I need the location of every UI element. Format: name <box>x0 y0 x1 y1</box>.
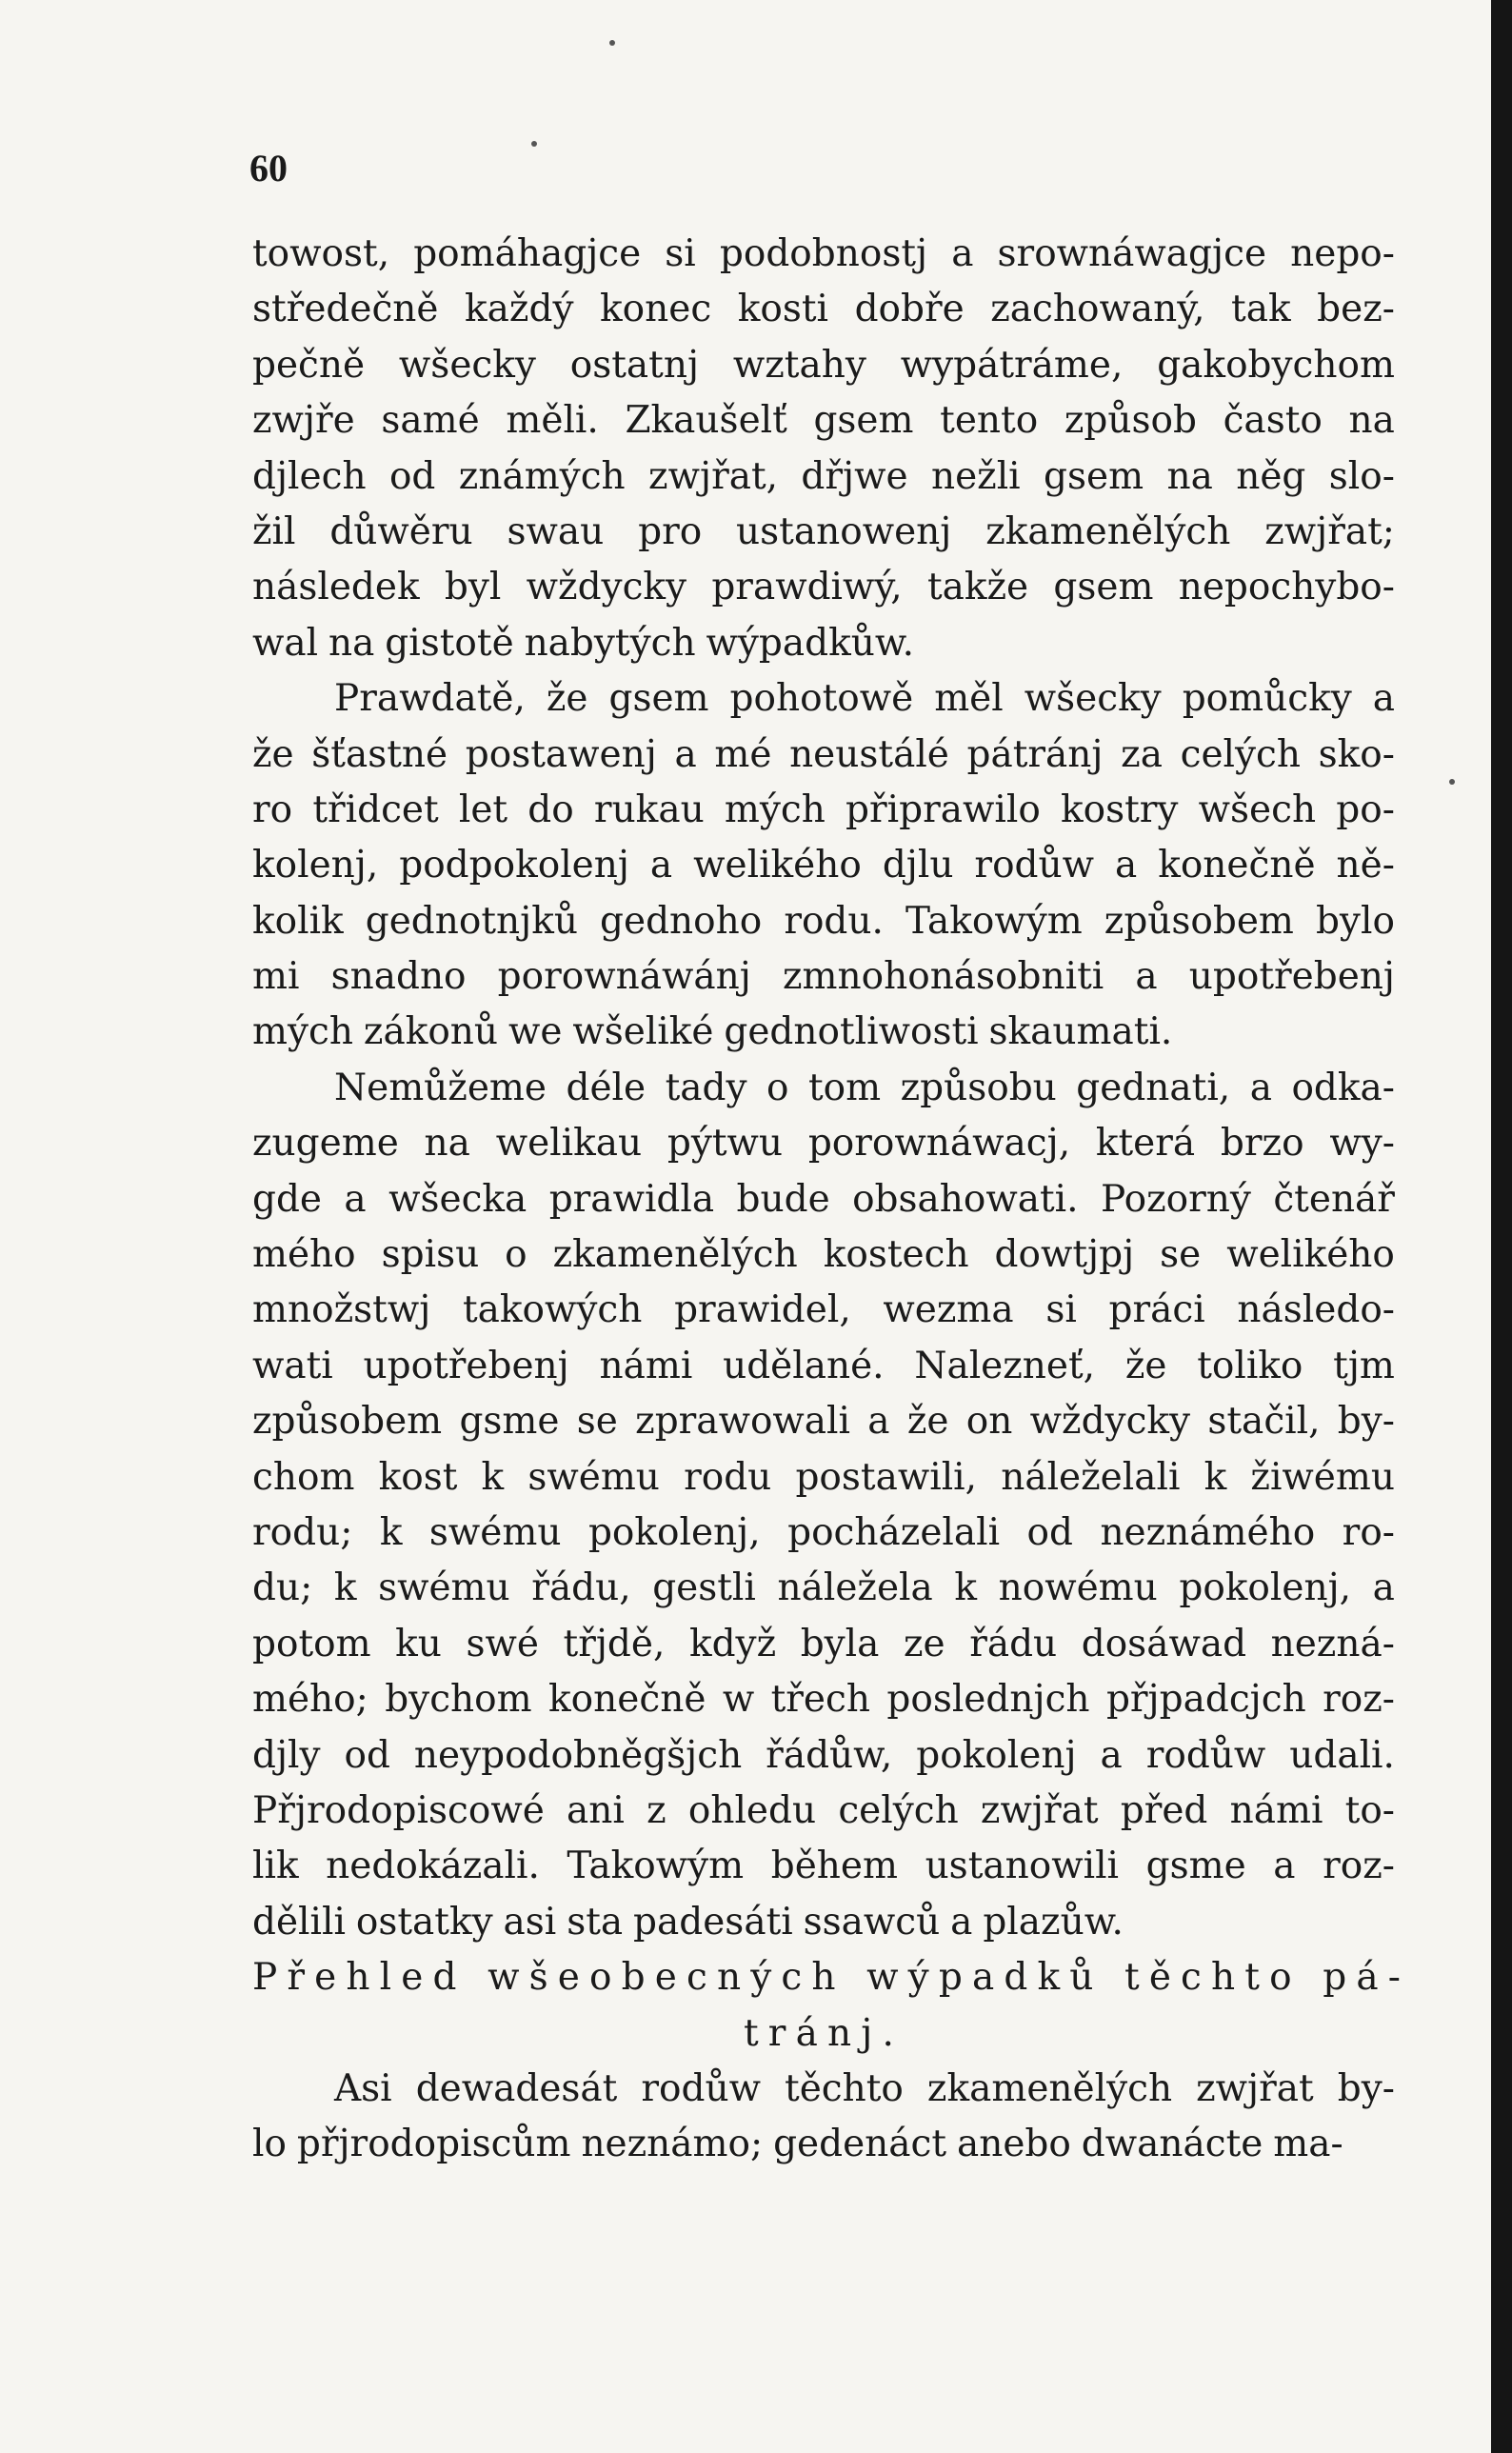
text-line: wal na gistotě nabytých wýpadkůw. <box>252 621 915 665</box>
text-line: množstwj takowých prawidel, wezma si práci následo- <box>252 1288 1395 1332</box>
text-line: rodu; k swému pokolenj, pocházelali od neznámého ro- <box>252 1510 1395 1554</box>
text-line: mého spisu o zkamenělých kostech dowtjpj se welikého <box>252 1233 1395 1277</box>
text-line: následek byl wždycky prawdiwý, takže gsem nepochybo- <box>252 566 1395 609</box>
text-line: Asi dewadesát rodůw těchto zkamenělých zwjřat by- <box>334 2066 1395 2110</box>
text-line: Prawdatě, že gsem pohotowě měl wšecky pomůcky a <box>334 677 1395 721</box>
text-line: že šťastné postawenj a mé neustálé pátránj za celých sko- <box>252 732 1395 776</box>
text-line: lik nedokázali. Takowým během ustanowili gsme a roz- <box>252 1845 1395 1888</box>
text-line: dělili ostatky asi sta padesáti ssawců a plazůw. <box>252 1900 1124 1944</box>
text-line: zugeme na welikau pýtwu porownáwacj, která brzo wy- <box>252 1122 1395 1166</box>
text-line: pečně wšecky ostatnj wztahy wypátráme, gakobychom <box>252 343 1395 387</box>
text-line: mého; bychom konečně w třech poslednjch přjpadcjch roz- <box>252 1678 1395 1722</box>
text-line: djlech od známých zwjřat, dřjwe nežli gsem na něg slo- <box>252 454 1395 498</box>
page-edge-shadow <box>1491 0 1512 2453</box>
text-line: tránj. <box>743 2011 904 2055</box>
speck-mark <box>1449 779 1455 785</box>
text-line: Přehled wšeobecných wýpadků těchto pá- <box>252 1956 1411 2000</box>
paragraph <box>252 1061 1395 1950</box>
text-line: Přjrodopiscowé ani z ohledu celých zwjřat před námi to- <box>252 1788 1395 1832</box>
paragraph <box>252 227 1395 671</box>
text-line: towost, pomáhagjce si podobnostj a srownáwagjce nepo- <box>252 232 1395 275</box>
text-line: zwjře samé měli. Zkaušelť gsem tento způsob často na <box>252 399 1395 443</box>
speck-mark <box>609 40 615 46</box>
text-line: ro třidcet let do rukau mých připrawilo kostry wšech po- <box>252 788 1395 831</box>
text-line: lo přjrodopiscům neznámo; gedenáct anebo dwanácte ma- <box>252 2123 1343 2166</box>
paragraph <box>252 2062 1395 2173</box>
page-body-text <box>252 227 1411 2173</box>
text-line: Nemůžeme déle tady o tom způsobu gednati, a odka- <box>334 1066 1395 1109</box>
text-line: du; k swému řádu, gestli náležela k nowému pokolenj, a <box>252 1566 1395 1610</box>
text-line: gde a wšecka prawidla bude obsahowati. Pozorný čtenář <box>252 1177 1395 1221</box>
text-line: mi snadno porownáwánj zmnohonásobniti a upotřebenj <box>252 955 1395 999</box>
speck-mark <box>531 141 537 147</box>
text-line: djly od neypodobněgšjch řádůw, pokolenj a rodůw udali. <box>252 1733 1395 1777</box>
text-line: způsobem gsme se zprawowali a že on wždycky stačil, by- <box>252 1400 1395 1444</box>
text-line: mých zákonů we wšeliké gednotliwosti skaumati. <box>252 1010 1173 1054</box>
text-line: středečně každý konec kosti dobře zachowaný, tak bez- <box>252 288 1395 331</box>
text-line: žil důwěru swau pro ustanowenj zkamenělých zwjřat; <box>252 509 1395 553</box>
text-line: wati upotřebenj námi udělané. Nalezneť, že toliko tjm <box>252 1344 1395 1387</box>
section-heading <box>252 1950 1411 2062</box>
text-line: chom kost k swému rodu postawili, náleželali k žiwému <box>252 1455 1395 1499</box>
paragraph <box>252 671 1395 1061</box>
text-line: kolenj, podpokolenj a welikého djlu rodůw a konečně ně- <box>252 844 1395 887</box>
page-number: 60 <box>249 147 288 189</box>
text-line: kolik gednotnjků gednoho rodu. Takowým způsobem bylo <box>252 899 1395 943</box>
text-line: potom ku swé třjdě, když byla ze řádu dosáwad nezná- <box>252 1622 1395 1665</box>
